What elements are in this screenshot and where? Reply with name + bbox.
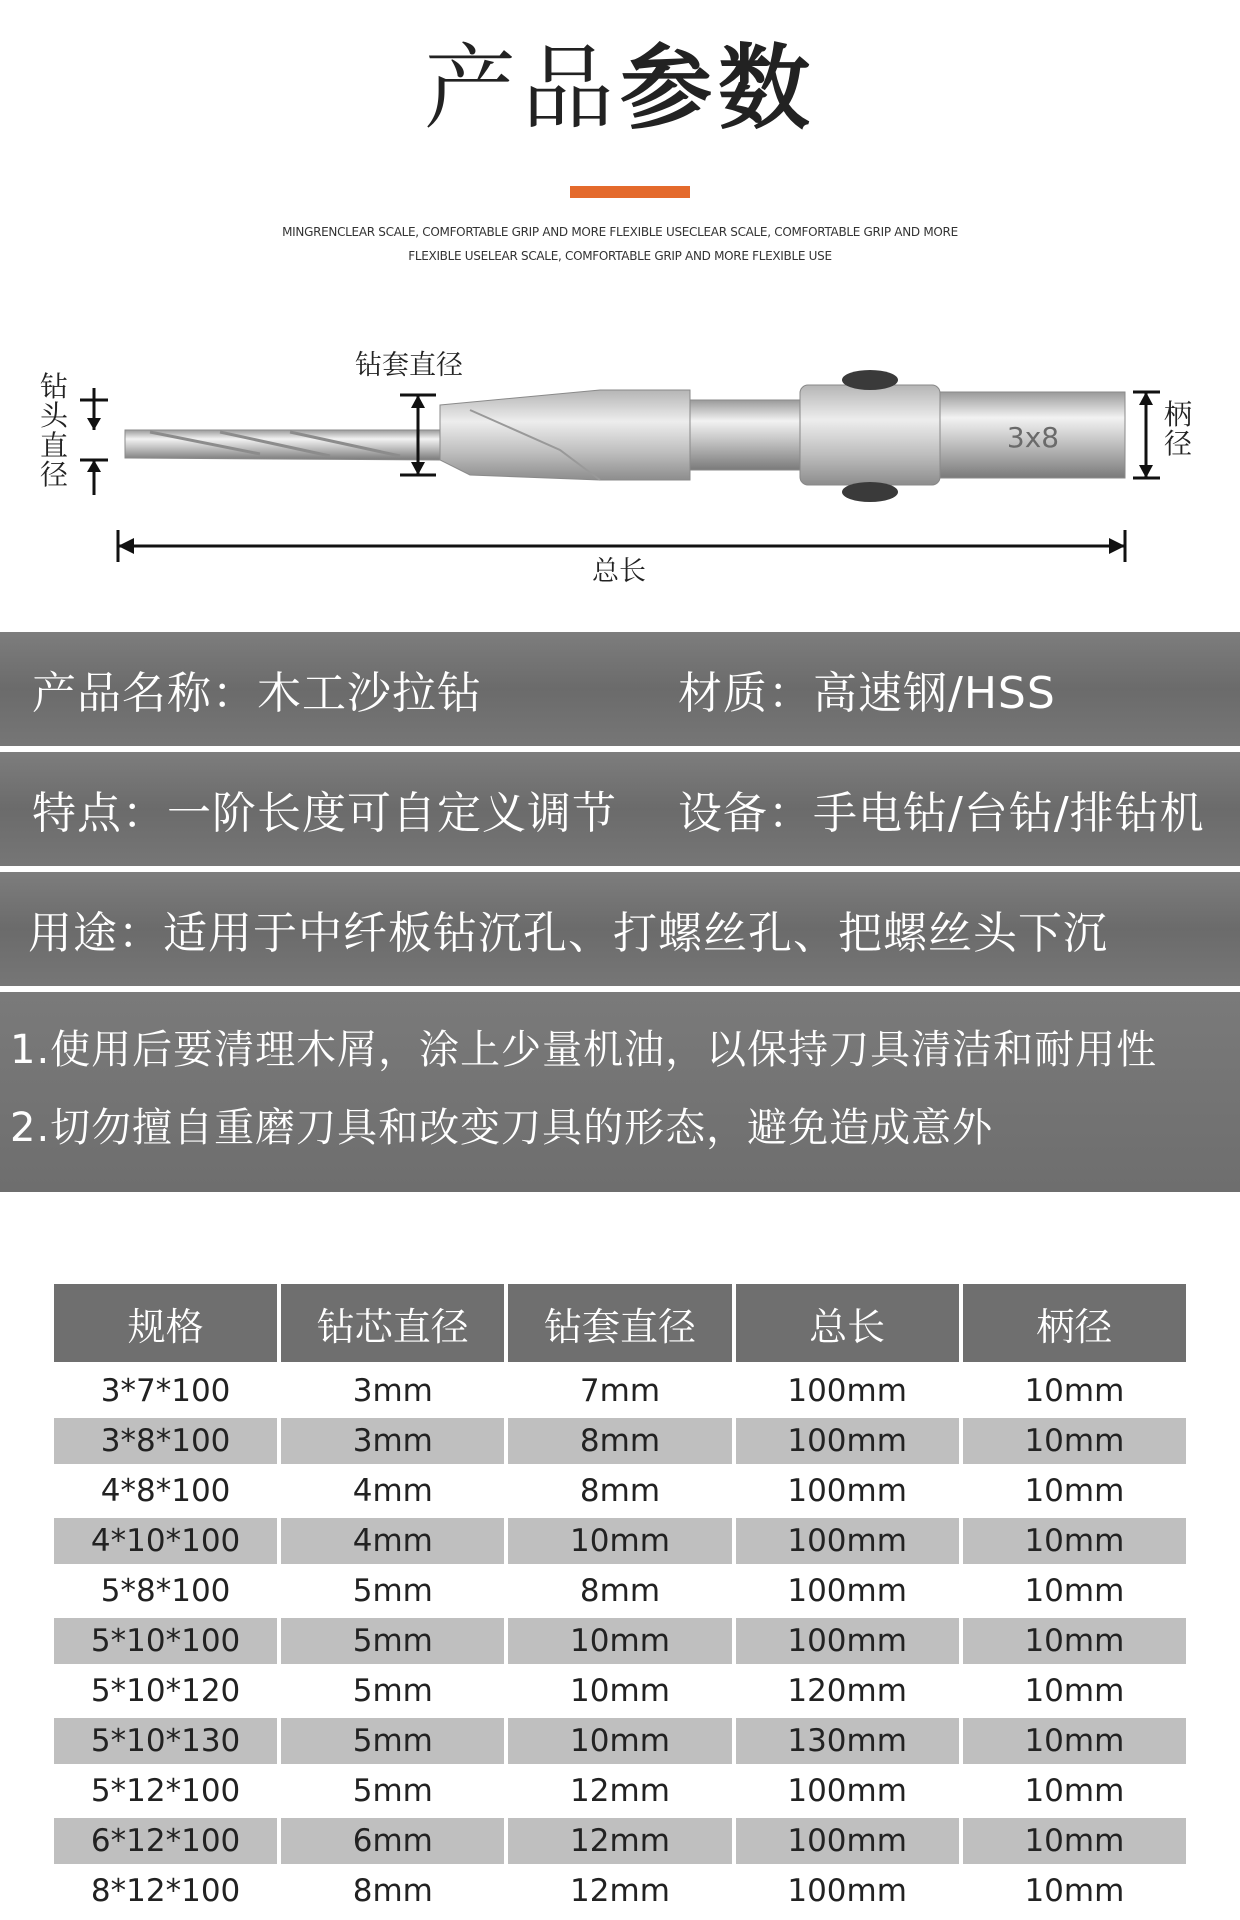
drill-diagram	[0, 330, 1240, 620]
info-band-features-equipment	[0, 752, 1240, 872]
table-cell: 8mm	[508, 1418, 731, 1468]
table-cell: 3mm	[281, 1368, 504, 1418]
table-cell: 5mm	[281, 1568, 504, 1618]
table-cell: 10mm	[963, 1568, 1186, 1618]
table-cell: 5*10*130	[54, 1718, 277, 1768]
table-cell: 4*10*100	[54, 1518, 277, 1568]
table-cell: 3mm	[281, 1418, 504, 1468]
table-cell: 10mm	[963, 1818, 1186, 1868]
table-cell: 10mm	[963, 1718, 1186, 1768]
table-row	[54, 1818, 1186, 1868]
note-1: 1.使用后要清理木屑，涂上少量机油，以保持刀具清洁和耐用性	[10, 1027, 1158, 1073]
table-cell: 6mm	[281, 1818, 504, 1868]
table-cell: 100mm	[736, 1768, 959, 1818]
table-cell: 8mm	[508, 1468, 731, 1518]
table-cell: 8*12*100	[54, 1868, 277, 1918]
table-cell: 100mm	[736, 1418, 959, 1468]
table-cell: 3*7*100	[54, 1368, 277, 1418]
table-cell: 100mm	[736, 1368, 959, 1418]
header-shank-diameter: 柄径	[963, 1284, 1186, 1368]
table-cell: 4mm	[281, 1468, 504, 1518]
usage-notes	[0, 992, 1240, 1192]
table-cell: 10mm	[508, 1618, 731, 1668]
table-cell: 10mm	[508, 1718, 731, 1768]
subtitle-line2: FLEXIBLE USELEAR SCALE, COMFORTABLE GRIP AND MORE FLEXIBLE USE	[408, 249, 832, 263]
table-cell: 100mm	[736, 1468, 959, 1518]
sleeve-diameter-label: 钻套直径	[355, 350, 463, 381]
table-cell: 10mm	[963, 1518, 1186, 1568]
table-cell: 5*12*100	[54, 1768, 277, 1818]
table-row	[54, 1618, 1186, 1668]
table-row	[54, 1868, 1186, 1918]
spec-table-body	[54, 1368, 1186, 1918]
table-cell: 5*10*120	[54, 1668, 277, 1718]
table-cell: 12mm	[508, 1868, 731, 1918]
info-band-name-material	[0, 632, 1240, 752]
title-part2: 参数	[620, 35, 817, 142]
table-row	[54, 1368, 1186, 1418]
table-cell: 10mm	[963, 1368, 1186, 1418]
table-cell: 100mm	[736, 1868, 959, 1918]
equipment: 设备：手电钻/台钻/排钻机	[678, 788, 1205, 839]
features: 特点：一阶长度可自定义调节	[32, 788, 617, 839]
table-cell: 10mm	[963, 1768, 1186, 1818]
note-2: 2.切勿擅自重磨刀具和改变刀具的形态，避免造成意外	[10, 1105, 994, 1151]
table-cell: 100mm	[736, 1818, 959, 1868]
table-cell: 3*8*100	[54, 1418, 277, 1468]
header-sleeve-diameter: 钻套直径	[508, 1284, 731, 1368]
table-cell: 12mm	[508, 1818, 731, 1868]
drill-diameter-label: 钻 头 直 径	[39, 370, 68, 492]
table-cell: 10mm	[963, 1468, 1186, 1518]
table-cell: 100mm	[736, 1568, 959, 1618]
usage: 用途：适用于中纤板钻沉孔、打螺丝孔、把螺丝头下沉	[28, 908, 1108, 959]
header-core-diameter: 钻芯直径	[281, 1284, 504, 1368]
table-row	[54, 1568, 1186, 1618]
table-cell: 7mm	[508, 1368, 731, 1418]
table-cell: 5mm	[281, 1668, 504, 1718]
table-cell: 5*8*100	[54, 1568, 277, 1618]
table-row	[54, 1718, 1186, 1768]
page-title	[0, 35, 1240, 142]
material: 材质：高速钢/HSS	[678, 668, 1056, 719]
table-cell: 5*10*100	[54, 1618, 277, 1668]
subtitle-line1: MINGRENCLEAR SCALE, COMFORTABLE GRIP AND MORE FLEXIBLE USECLEAR SCALE, COMFORTABLE GRIP AND MORE	[282, 225, 958, 239]
table-header-row	[54, 1284, 1186, 1368]
table-row	[54, 1468, 1186, 1518]
table-cell: 10mm	[508, 1518, 731, 1568]
table-cell: 10mm	[963, 1618, 1186, 1668]
total-length-label: 总长	[592, 556, 646, 587]
table-cell: 5mm	[281, 1618, 504, 1668]
table-cell: 4mm	[281, 1518, 504, 1568]
table-row	[54, 1668, 1186, 1718]
table-cell: 10mm	[963, 1668, 1186, 1718]
header-spec: 规格	[54, 1284, 277, 1368]
table-cell: 10mm	[508, 1668, 731, 1718]
header-total-length: 总长	[736, 1284, 959, 1368]
title-accent-bar	[570, 186, 690, 198]
table-cell: 12mm	[508, 1768, 731, 1818]
table-cell: 4*8*100	[54, 1468, 277, 1518]
table-cell: 5mm	[281, 1718, 504, 1768]
table-row	[54, 1518, 1186, 1568]
table-cell: 10mm	[963, 1868, 1186, 1918]
shank-diameter-label: 柄 径	[1163, 398, 1192, 461]
table-cell: 8mm	[281, 1868, 504, 1918]
spec-table	[50, 1284, 1190, 1918]
info-band-usage	[0, 872, 1240, 992]
table-cell: 8mm	[508, 1568, 731, 1618]
table-cell: 120mm	[736, 1668, 959, 1718]
table-row	[54, 1768, 1186, 1818]
table-cell: 5mm	[281, 1768, 504, 1818]
table-cell: 130mm	[736, 1718, 959, 1768]
shank-marking: 3x8	[1006, 421, 1060, 454]
subtitle	[240, 220, 1000, 268]
info-section	[0, 632, 1240, 1192]
table-row	[54, 1418, 1186, 1468]
table-cell: 6*12*100	[54, 1818, 277, 1868]
title-part1: 产品	[423, 35, 620, 142]
table-cell: 100mm	[736, 1618, 959, 1668]
table-cell: 100mm	[736, 1518, 959, 1568]
table-cell: 10mm	[963, 1418, 1186, 1468]
product-name: 产品名称：木工沙拉钻	[32, 668, 482, 719]
